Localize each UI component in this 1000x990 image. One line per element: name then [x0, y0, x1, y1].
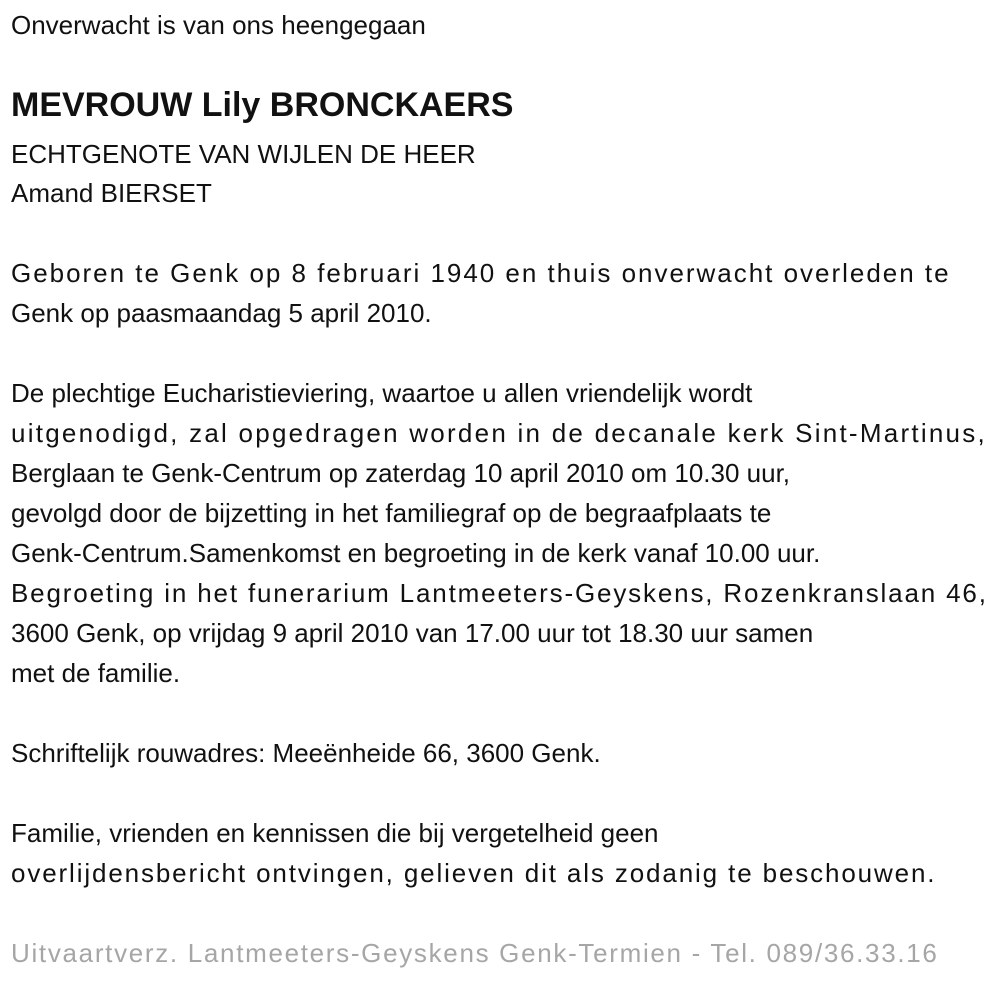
relation-line: ECHTGENOTE VAN WIJLEN DE HEER [11, 139, 476, 169]
deceased-name: MEVROUW Lily BRONCKAERS [11, 86, 514, 124]
ceremony-line: met de familie. [11, 658, 181, 688]
birth-line: Geboren te Genk op 8 februari 1940 en thuis onverwacht overleden te [11, 258, 951, 288]
ceremony-line: De plechtige Eucharistieviering, waartoe u allen vriendelijk wordt [11, 378, 753, 408]
mourning-address: Schriftelijk rouwadres: Meeënheide 66, 3600 Genk. [11, 738, 601, 768]
birth-line: Genk op paasmaandag 5 april 2010. [11, 298, 432, 328]
ceremony-line: Berglaan te Genk-Centrum op zaterdag 10 april 2010 om 10.30 uur, [11, 458, 791, 488]
funeral-home-footer: Uitvaartverz. Lantmeeters-Geyskens Genk-Termien - Tel. 089/36.33.16 [11, 938, 939, 968]
ceremony-line: uitgenodigd, zal opgedragen worden in de decanale kerk Sint-Martinus, [11, 418, 987, 448]
ceremony-line: 3600 Genk, op vrijdag 9 april 2010 van 17.00 uur tot 18.30 uur samen [11, 618, 814, 648]
ceremony-line: gevolgd door de bijzetting in het familiegraf op de begraafplaats te [11, 498, 772, 528]
ceremony-line: Begroeting in het funerarium Lantmeeters-Geyskens, Rozenkranslaan 46, [11, 578, 988, 608]
ceremony-line: Genk-Centrum.Samenkomst en begroeting in de kerk vanaf 10.00 uur. [11, 538, 821, 568]
intro-line: Onverwacht is van ons heengegaan [11, 10, 426, 40]
notice-line: overlijdensbericht ontvingen, gelieven dit als zodanig te beschouwen. [11, 858, 937, 888]
spouse-name: Amand BIERSET [11, 178, 212, 208]
notice-line: Familie, vrienden en kennissen die bij vergetelheid geen [11, 818, 659, 848]
